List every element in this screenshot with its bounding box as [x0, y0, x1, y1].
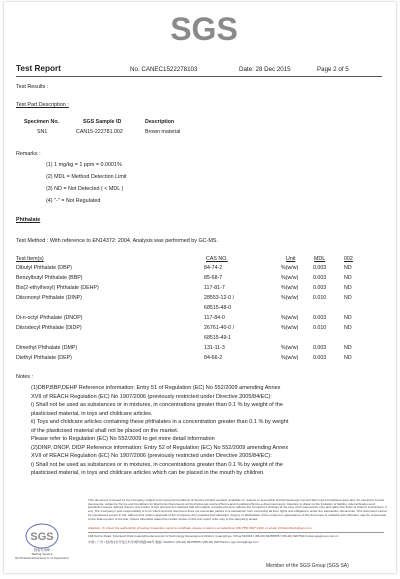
test-item-header: Test Item(s)	[16, 256, 44, 262]
svg-text:SGS: SGS	[30, 531, 54, 543]
result: ND	[344, 315, 352, 321]
note-line: Please refer to Regulation (EC) No 552/2009 to get more detail information	[31, 436, 215, 442]
remark-item: (3) ND = Not Detected ( < MDL )	[46, 186, 124, 192]
result: ND	[344, 275, 352, 281]
unit: %(w/w)	[281, 325, 299, 331]
result: ND	[344, 325, 352, 331]
cas-no: 28553-12-0 /	[204, 295, 235, 301]
report-date: Date: 28 Dec 2015	[239, 66, 291, 73]
result: ND	[344, 265, 352, 271]
note-line: i) Shall not be used as substances or in mixtures, in concentrations greater than 0.1 % by weight of the	[31, 402, 283, 408]
footer-disclaimer: This document is issued by the Company subject to its General Conditions of Service printed overleaf, available on request or accessible at http://www.sgs.com/en/Terms-and-Conditions.aspx and, for electronic format documents, subject to Terms and Conditions for Electronic Documents at http://www.sgs.com/en/Terms-and-Conditions/Terms-e-Document.aspx. Attention is drawn to the limitation of liability, indemnification and jurisdiction issues defined therein. Any holder of this document is advised that information contained hereon reflects the Company's findings at the time of its intervention only and within the limits of Client's instructions, if any. The Company's sole responsibility is to its Client and this document does not exonerate parties to a transaction from exercising all their rights and obligations under the transaction documents. This document cannot be reproduced except in full, without prior written approval of the Company. Any unauthorized alteration, forgery or falsification of the content or appearance of this document is unlawful and offenders may be prosecuted to the fullest extent of the law. Unless otherwise stated the results shown in this test report refer only to the sample(s) tested.	[88, 498, 387, 521]
report-title: Test Report	[16, 64, 61, 73]
unit: %(w/w)	[281, 275, 299, 281]
note-line: of the plasticised material shall not be placed on the market.	[31, 427, 179, 434]
sample-id-header: SGS Sample ID	[83, 119, 122, 125]
mdl: 0.010	[313, 295, 327, 301]
cas-no: 117-84-0	[204, 315, 225, 321]
note-line: XVII of REACH Regulation (EC) No 1907/2006 (previously restricted under Directive 2005/84/EC):	[31, 393, 272, 400]
unit: %(w/w)	[281, 355, 299, 361]
test-part-description-label: Test Part Description :	[16, 102, 69, 108]
specimen-no: SN1	[37, 129, 48, 135]
cas-no: 84-74-2	[204, 265, 223, 271]
note-line: plasticised material, in toys and childcare articles.	[31, 410, 153, 417]
cas-no: 85-68-7	[204, 275, 223, 281]
sample-description: Brown material	[145, 129, 181, 135]
unit: %(w/w)	[281, 285, 299, 291]
footer-address-cn: 中国 • 广州 • 经济技术开发区科学城科珠路198号 邮编: 510663 t (86-20) 82155555 f (86-20) 82075113 e sgs.china@sgs.com	[88, 540, 259, 544]
phthalate-heading: Phthalate	[16, 217, 41, 223]
test-item: Benzylbutyl Phthalate (BBP)	[16, 275, 83, 281]
remark-item: (2) MDL = Method Detection Limit	[46, 174, 127, 180]
page-number: Page 2 of 5	[317, 66, 349, 73]
specimen-header: Specimen No.	[24, 119, 60, 125]
notes-body	[31, 384, 381, 478]
remarks-label: Remarks :	[16, 151, 41, 157]
test-method: Test Method : With reference to EN14372: 2004. Analysis was performed by GC-MS.	[16, 238, 218, 244]
result: ND	[344, 285, 352, 291]
footer-attention: Attention: To check the authenticity of testing /inspection report & certificate, please contact us at telephone: (86-755) 8307 1443, or email: CN.Doccheck@sgs.com	[88, 526, 312, 530]
note-line: i) Shall not be used as substances or in mixtures, in concentrations greater than 0.1 % by weight of the	[31, 461, 283, 468]
unit-header: Unit	[286, 256, 296, 262]
mdl: 0.003	[313, 315, 327, 321]
cas-no: 84-66-2	[204, 355, 223, 361]
svg-text:检验专用章: 检验专用章	[34, 548, 50, 552]
mdl: 0.010	[313, 325, 327, 331]
mdl: 0.003	[313, 355, 327, 361]
test-item: Bis(2-ethylhexyl) Phthalate (DEHP)	[16, 285, 99, 291]
result: ND	[344, 345, 352, 351]
test-item: Diisononyl Phthalate (DINP)	[16, 295, 82, 301]
test-item: Diethyl Phthalate (DEP)	[16, 355, 72, 361]
remark-item: (4) "-" = Not Regulated	[46, 198, 101, 204]
test-item: Dimethyl Phthalate (DMP)	[16, 345, 78, 351]
test-item: Di-n-octyl Phthalate (DNOP)	[16, 315, 83, 321]
cas-no: 26761-40-0 /	[204, 325, 235, 331]
mdl: 0.003	[313, 275, 327, 281]
cas-no-alt: 68515-48-0	[204, 305, 232, 311]
unit: %(w/w)	[281, 315, 299, 321]
cas-no: 131-11-3	[204, 345, 225, 351]
mdl: 0.003	[313, 265, 327, 271]
result: ND	[344, 295, 352, 301]
sgs-group-membership: Member of the SGS Group (SGS SA)	[266, 563, 349, 569]
note-line: (1)DBP,BBP,DEHP Reference information: Entry 51 of Regulation (EC) No 552/2009 amending Annex	[31, 385, 281, 391]
footer-rule	[88, 532, 384, 533]
unit: %(w/w)	[281, 345, 299, 351]
sample-id: CAN15-222781.002	[76, 129, 123, 135]
cas-header: CAS NO.	[206, 256, 228, 262]
sgs-logo	[168, 10, 240, 48]
unit: %(w/w)	[281, 295, 299, 301]
header-rule	[16, 76, 382, 77]
mdl-header: MDL	[314, 256, 326, 262]
mdl: 0.003	[313, 285, 327, 291]
report-number: No. CANEC1522278103	[130, 66, 198, 73]
remark-item: (1) 1 mg/kg = 1 ppm = 0.0001%	[46, 162, 122, 168]
svg-text:SGS-CSTC Standards Technical S: SGS-CSTC Standards Technical Services Co., Ltd. Guangzhou Branch	[15, 557, 70, 560]
note-line: ii) Toys and childcare articles containing these phthalates in a concentration greater than 0.1 % by weight	[31, 419, 289, 425]
report-page	[4, 2, 396, 573]
test-results-label: Test Results :	[16, 84, 49, 90]
mdl: 0.003	[313, 345, 327, 351]
note-line: XVII of REACH Regulation (EC) No 1907/2006 (previously restricted under Directive 2005/84/EC):	[31, 453, 272, 459]
note-line: (2)DINP, DNOP, DIDP Reference information: Entry 52 of Regulation (EC) No 552/2009 amending Annex	[31, 444, 289, 451]
result: ND	[344, 355, 352, 361]
test-item: Diisodecyl Phthalate (DIDP)	[16, 325, 82, 331]
svg-text:SGS: SGS	[170, 11, 238, 47]
result-header: 002	[344, 256, 353, 262]
description-header: Description	[145, 119, 175, 125]
svg-text:Testing Service: Testing Service	[31, 552, 53, 556]
footer-address: 198 Kezhu Road, Scientech Park Guangzhou Economic & Technology Development District, Guangzhou, China 510663 t (86-20) 82155555 f (86-20) 82075113 www.sgsgroup.com.cn	[88, 534, 339, 538]
test-item: Dibutyl Phthalate (DBP)	[16, 265, 72, 271]
cas-no: 117-81-7	[204, 285, 225, 291]
cas-no-alt: 68515-49-1	[204, 335, 232, 341]
sgs-testing-service-stamp	[14, 516, 70, 560]
unit: %(w/w)	[281, 265, 299, 271]
notes-label: Notes :	[16, 374, 34, 380]
note-line: plasticised material, in toys and childcare articles which can be placed in the mouth by children.	[31, 470, 265, 476]
